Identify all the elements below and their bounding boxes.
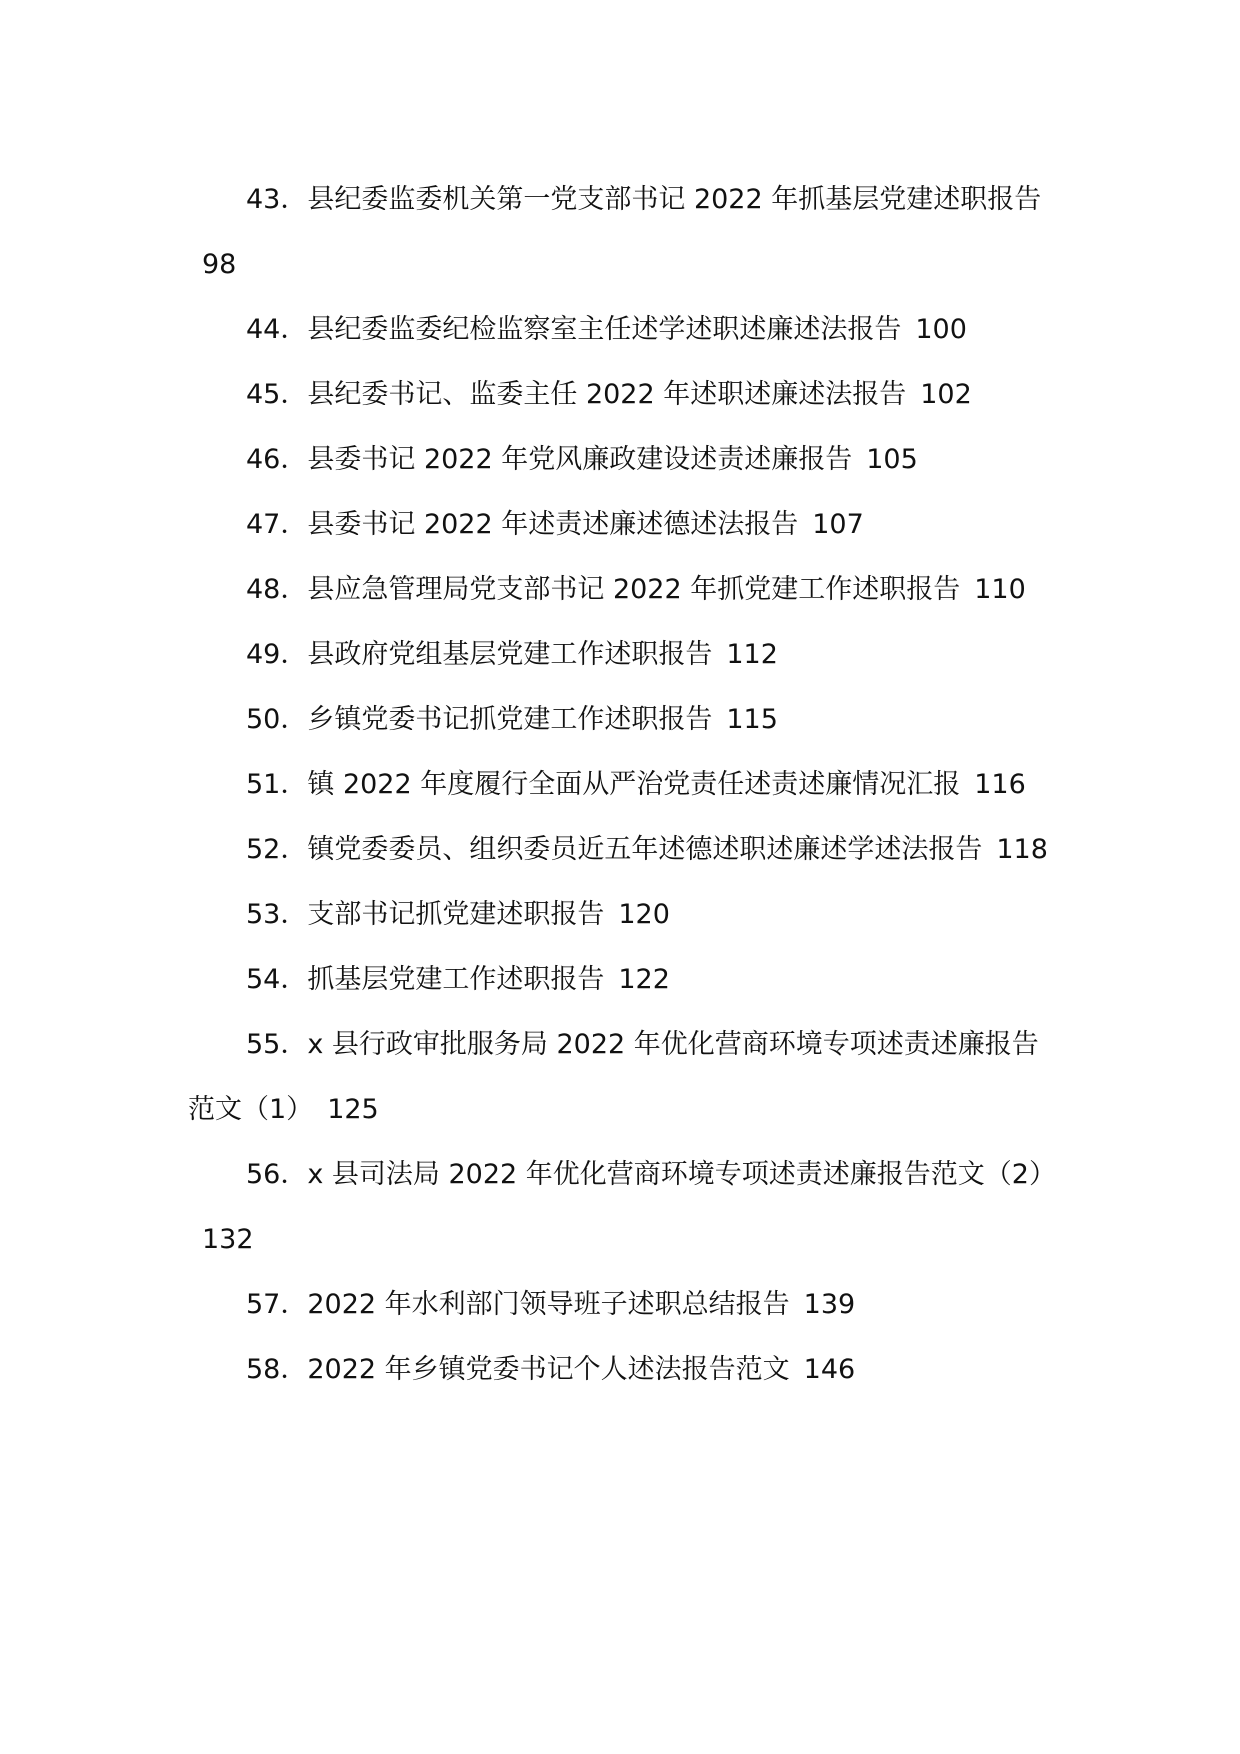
entry-page-number: 105 — [866, 444, 918, 475]
entry-page-number: 100 — [915, 314, 967, 345]
entry-page-number: 132 — [202, 1224, 254, 1255]
toc-entry-50[interactable] — [188, 687, 1058, 752]
entry-title: 县委书记 2022 年述责述廉述德述法报告 — [307, 509, 799, 540]
toc-entry-43[interactable] — [188, 167, 1058, 297]
entry-page-number: 118 — [996, 834, 1048, 865]
entry-title: 县应急管理局党支部书记 2022 年抓党建工作述职报告 — [307, 574, 961, 605]
toc-entry-57[interactable] — [188, 1272, 1058, 1337]
toc-entry-48[interactable] — [188, 557, 1058, 622]
toc-entry-55[interactable] — [188, 1012, 1058, 1142]
entry-title: x 县司法局 2022 年优化营商环境专项述责述廉报告范文（2） — [307, 1159, 1056, 1190]
entry-title: 2022 年乡镇党委书记个人述法报告范文 — [307, 1354, 790, 1385]
toc-entry-46[interactable] — [188, 427, 1058, 492]
toc-entry-52[interactable] — [188, 817, 1058, 882]
entry-page-number: 110 — [974, 574, 1026, 605]
entry-title: 乡镇党委书记抓党建工作述职报告 — [307, 704, 713, 735]
entry-number: 44． — [246, 314, 308, 345]
entry-number: 51． — [246, 769, 308, 800]
entry-title: 2022 年水利部门领导班子述职总结报告 — [307, 1289, 790, 1320]
entry-page-number: 102 — [920, 379, 972, 410]
toc-entry-47[interactable] — [188, 492, 1058, 557]
entry-number: 58． — [246, 1354, 308, 1385]
entry-title: 支部书记抓党建述职报告 — [307, 899, 605, 930]
toc-entry-44[interactable] — [188, 297, 1058, 362]
entry-page-number: 139 — [803, 1289, 856, 1320]
entry-title: 县纪委书记、监委主任 2022 年述职述廉述法报告 — [307, 379, 907, 410]
toc-entry-53[interactable] — [188, 882, 1058, 947]
entry-number: 48． — [246, 574, 308, 605]
entry-title: 县纪委监委纪检监察室主任述学述职述廉述法报告 — [307, 314, 902, 345]
entry-number: 45． — [246, 379, 308, 410]
entry-number: 43． — [246, 184, 308, 215]
entry-number: 49． — [246, 639, 308, 670]
entry-page-number: 116 — [974, 769, 1026, 800]
entry-page-number: 125 — [327, 1094, 379, 1125]
table-of-contents — [188, 167, 1058, 1402]
entry-number: 56． — [246, 1159, 308, 1190]
entry-number: 46． — [246, 444, 308, 475]
entry-number: 50． — [246, 704, 308, 735]
entry-title: 镇 2022 年度履行全面从严治党责任述责述廉情况汇报 — [307, 769, 961, 800]
entry-title: 县纪委监委机关第一党支部书记 2022 年抓基层党建述职报告 — [307, 184, 1042, 215]
entry-page-number: 98 — [202, 249, 237, 280]
entry-number: 54． — [246, 964, 308, 995]
entry-number: 52． — [246, 834, 308, 865]
entry-page-number: 120 — [618, 899, 670, 930]
toc-entry-45[interactable] — [188, 362, 1058, 427]
entry-number: 47． — [246, 509, 308, 540]
entry-number: 55． — [246, 1029, 308, 1060]
entry-title: 镇党委委员、组织委员近五年述德述职述廉述学述法报告 — [307, 834, 983, 865]
entry-page-number: 115 — [726, 704, 778, 735]
entry-page-number: 107 — [812, 509, 864, 540]
toc-entry-49[interactable] — [188, 622, 1058, 687]
toc-entry-56[interactable] — [188, 1142, 1058, 1272]
entry-title: 县政府党组基层党建工作述职报告 — [307, 639, 713, 670]
entry-title: x 县行政审批服务局 2022 年优化营商环境专项述责述廉报告范文（1） — [188, 1029, 1039, 1125]
entry-number: 53． — [246, 899, 308, 930]
entry-page-number: 122 — [618, 964, 670, 995]
toc-entry-54[interactable] — [188, 947, 1058, 1012]
entry-title: 县委书记 2022 年党风廉政建设述责述廉报告 — [307, 444, 853, 475]
entry-page-number: 112 — [726, 639, 778, 670]
entry-number: 57． — [246, 1289, 308, 1320]
toc-entry-58[interactable] — [188, 1337, 1058, 1402]
entry-title: 抓基层党建工作述职报告 — [307, 964, 605, 995]
entry-page-number: 146 — [803, 1354, 856, 1385]
toc-entry-51[interactable] — [188, 752, 1058, 817]
